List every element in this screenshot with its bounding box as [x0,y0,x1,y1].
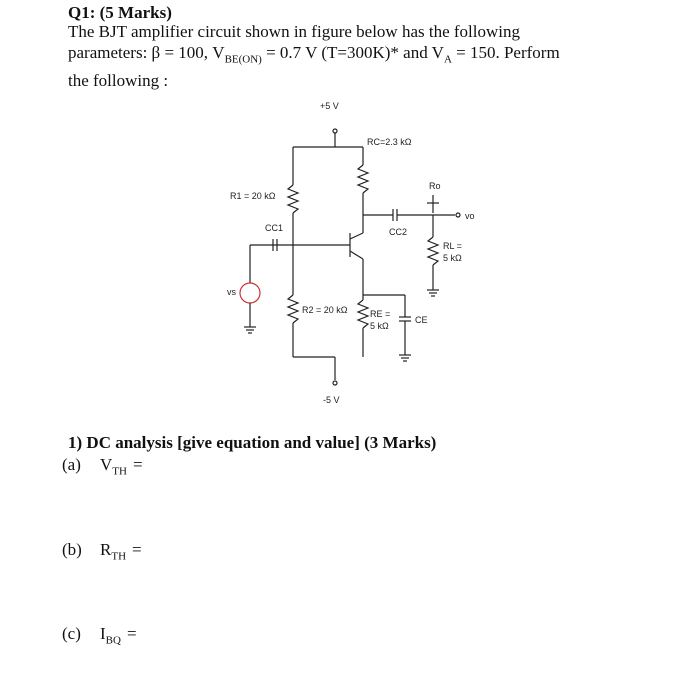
vo-label: vo [465,211,475,221]
cc1-label: CC1 [265,223,284,233]
r1-label: R1 = 20 kΩ [230,191,276,201]
vcc-label: +5 V [320,101,339,111]
part1-heading: 1) DC analysis [give equation and value] (3 Marks) [68,433,437,452]
re-label-b: 5 kΩ [370,321,389,331]
item-rth: (b) $R_{TH}$ = [62,540,142,563]
cc2-label: CC2 [389,227,408,237]
rl-label-a: RL = [443,241,462,251]
ce-label: CE [415,315,428,325]
question-line-2: parameters: β = 100, $V_{BE(ON)} = 0.7$ V (T=300K)* and $V_A = 150$. Perform [68,43,560,66]
item-vth: (a) $V_{TH}$ = [62,455,143,478]
question-line-1: The BJT amplifier circuit shown in figure below has the following [68,22,520,41]
ro-label: Ro [429,181,441,191]
vs-label: vs [227,287,236,297]
question-text [68,21,668,91]
bjt-amplifier-circuit [215,95,505,415]
question-line-3: the following : [68,71,169,91]
re-label-a: RE = [370,309,391,319]
rl-label-b: 5 kΩ [443,253,462,263]
rc-label: RC=2.3 kΩ [367,137,412,147]
r2-label: R2 = 20 kΩ [302,305,348,315]
vee-label: -5 V [323,395,340,405]
item-ibq: (c) $I_{BQ}$ = [62,624,137,647]
question-title: Q1: (5 Marks) [68,3,172,22]
